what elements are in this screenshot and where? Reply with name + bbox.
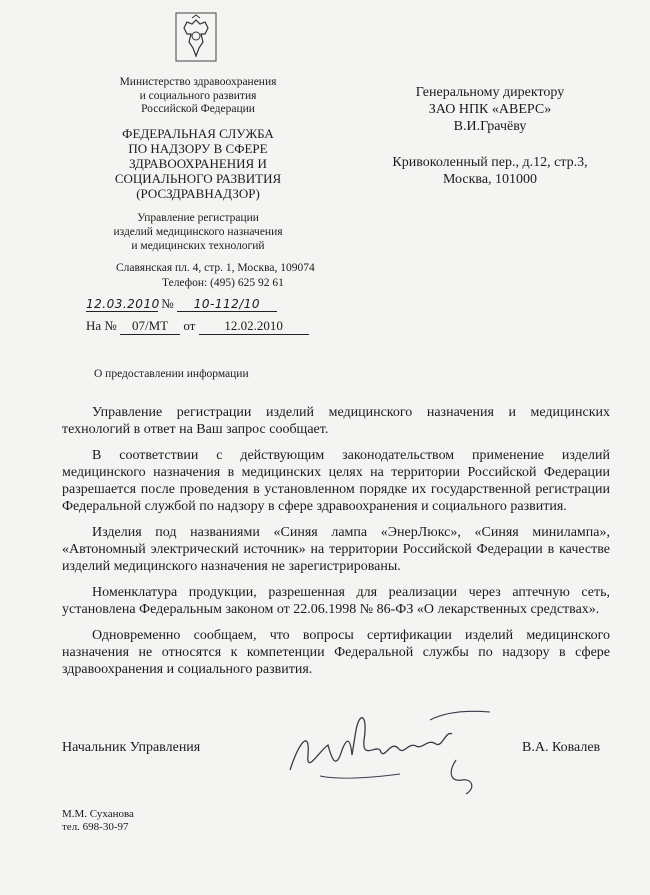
signatory-name: В.А. Ковалев [522, 740, 601, 755]
executor-block [62, 808, 134, 834]
department-line: Управление регистрации [137, 212, 259, 224]
letter-body [62, 404, 610, 687]
service-line: ЗДРАВООХРАНЕНИЯ И [129, 156, 267, 171]
registration-number: 10-112/10 [177, 297, 277, 312]
ministry-line: и социального развития [139, 89, 257, 102]
service-line: (РОСЗДРАВНАДЗОР) [136, 186, 260, 201]
recipient-address-line: Кривоколенный пер., д.12, стр.3, [392, 155, 588, 170]
signatory-title: Начальник Управления [62, 740, 201, 755]
executor-phone: тел. 698-30-97 [62, 821, 129, 833]
ministry-line: Министерство здравоохранения [119, 76, 277, 88]
service-line: ФЕДЕРАЛЬНАЯ СЛУЖБА [122, 126, 274, 141]
ministry-name [84, 76, 312, 117]
letter-subject: О предоставлении информации [94, 368, 249, 380]
body-paragraph: Одновременно сообщаем, что вопросы сертификации изделий медицинского назначения не относятся к компетенции Федеральной службы по надзору в сфере здравоохранения и социального развития. [62, 628, 610, 677]
registration-no-label: № [161, 296, 174, 311]
reference-line [86, 318, 316, 335]
coat-of-arms-icon [175, 12, 217, 62]
recipient-line: В.И.Грачёву [453, 119, 527, 134]
recipient-block [380, 84, 600, 135]
department-line: изделий медицинского назначения [113, 226, 283, 238]
executor-name: М.М. Суханова [62, 808, 134, 820]
body-paragraph: В соответствии с действующим законодательством применение изделий медицинского назначения в медицинских целях на территории Российской Федерации разрешается после проведения в установленном порядке их государственной регистрации Федеральной службой по надзору в сфере здравоохранения и социального развития. [62, 448, 610, 514]
body-paragraph: Номенклатура продукции, разрешенная для реализации через аптечную сеть, установлена Федеральным законом от 22.06.1998 № 86-ФЗ «О лекарственных средствах». [62, 585, 610, 617]
registration-line [86, 296, 316, 312]
recipient-line: Генеральному директору [415, 85, 565, 100]
reference-from-label: от [183, 318, 196, 333]
sender-address [116, 261, 316, 290]
body-paragraph: Управление регистрации изделий медицинского назначения и медицинских технологий в ответ на Ваш запрос сообщает. [62, 405, 610, 437]
department-name [84, 211, 312, 253]
recipient-address-line: Москва, 101000 [442, 172, 538, 187]
reference-label: На № [86, 318, 117, 333]
handwritten-signature [280, 700, 510, 800]
ministry-line: Российской Федерации [141, 103, 255, 115]
department-line: и медицинских технологий [131, 240, 265, 252]
sender-phone: Телефон: (495) 625 92 61 [162, 276, 284, 289]
recipient-line: ЗАО НПК «АВЕРС» [428, 102, 552, 117]
recipient-address [380, 154, 600, 188]
sender-street: Славянская пл. 4, стр. 1, Москва, 109074 [116, 262, 315, 274]
body-paragraph: Изделия под названиями «Синяя лампа «ЭнерЛюкс», «Синяя минилампа», «Автономный электрический источник» на территории Российской Федерации в качестве изделий медицинского назначения не зарегистрированы. [62, 525, 610, 574]
reference-date: 12.02.2010 [199, 318, 309, 335]
registration-date: 12.03.2010 [86, 297, 160, 311]
service-line: СОЦИАЛЬНОГО РАЗВИТИЯ [114, 171, 282, 186]
reference-number: 07/МТ [120, 318, 180, 335]
service-name [84, 126, 312, 201]
service-line: ПО НАДЗОРУ В СФЕРЕ [128, 141, 268, 156]
